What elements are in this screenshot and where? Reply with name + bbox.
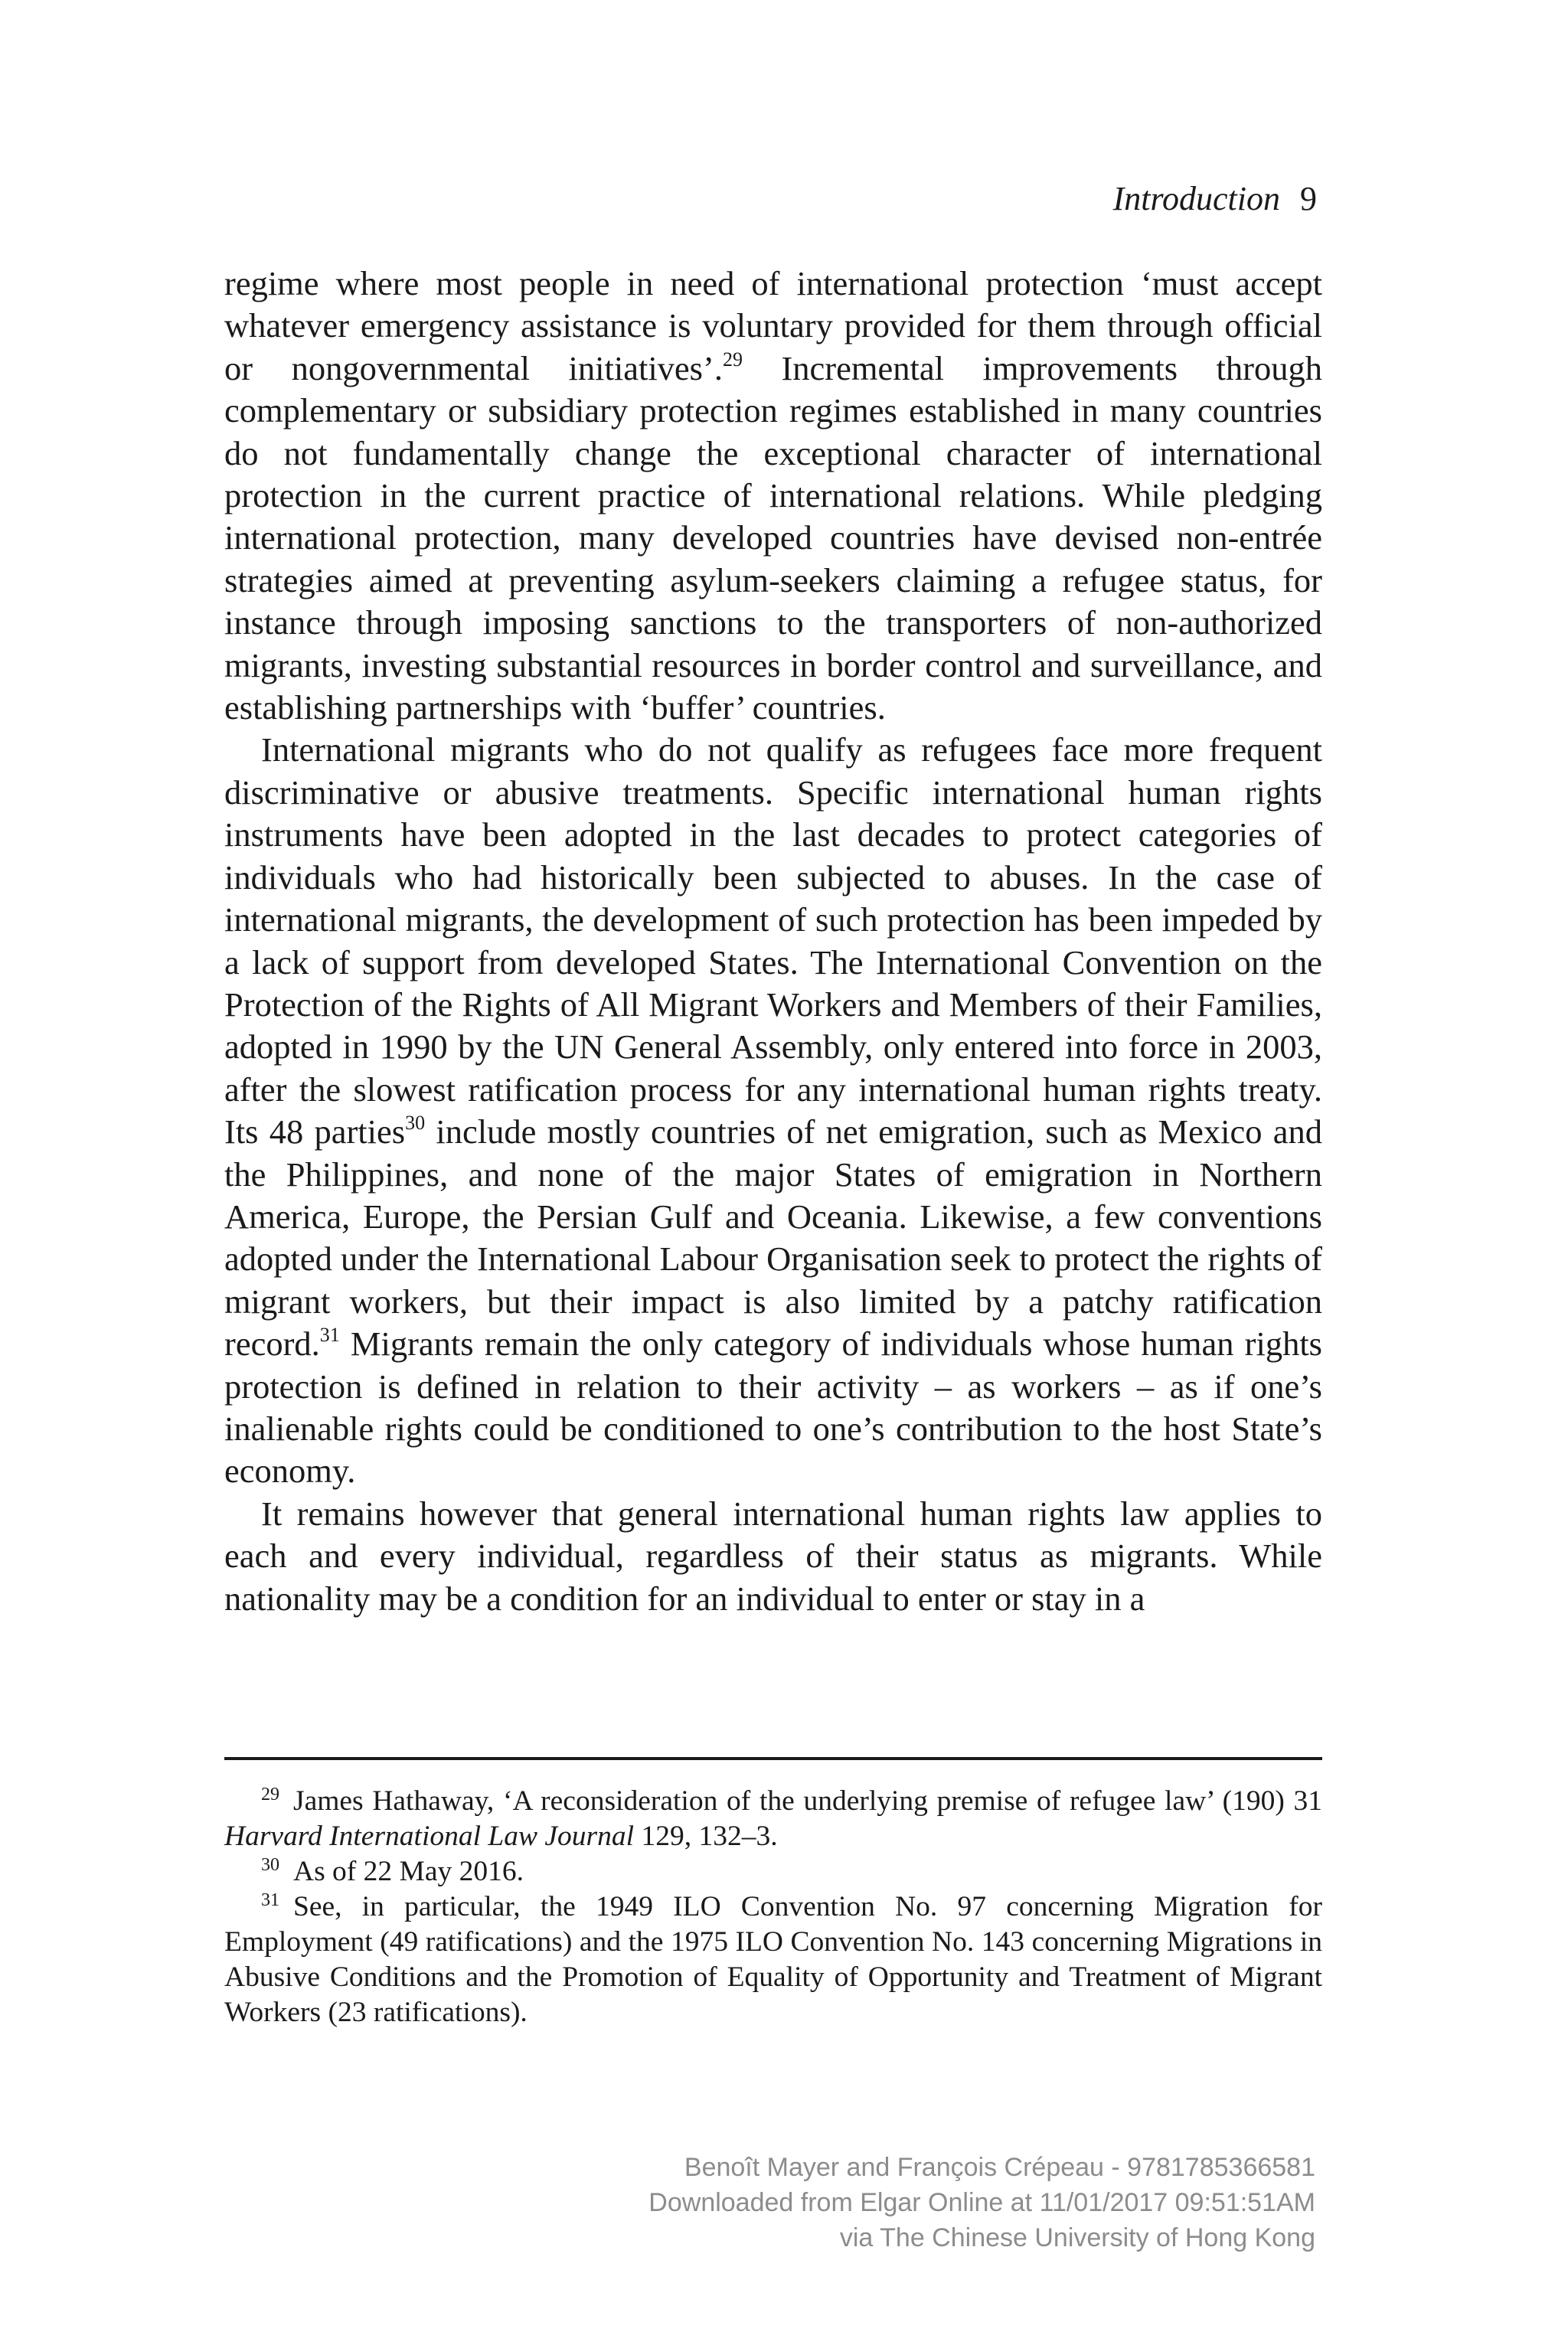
paragraph-1-text-a: regime where most people in need of international protection ‘must accept whatever emergency assistance is voluntary provided for them through official or nongovernmental initiatives’. xyxy=(224,264,1322,387)
footnote-30 xyxy=(224,1854,1322,1889)
footnote-text: 129, 132–3. xyxy=(634,1821,778,1852)
paragraph-1-text-b: Incremental improvements through complementary or subsidiary protection regimes established in many countries do not fundamentally change the exceptional character of international protection in the current practice of international relations. While pledging international protection, many developed countries have devised non-entrée strategies aimed at preventing asylum-seekers claiming a refugee status, for instance through imposing sanctions to the transporters of non-authorized migrants, investing substantial resources in border control and surveillance, and establishing partnerships with ‘buffer’ countries. xyxy=(224,348,1322,727)
watermark-line-authors: Benoît Mayer and François Crépeau - 9781785366581 xyxy=(684,2153,1315,2182)
watermark-line-institution: via The Chinese University of Hong Kong xyxy=(839,2223,1315,2252)
footnote-journal-title: Harvard International Law Journal xyxy=(224,1821,635,1852)
footnote-ref-29[interactable]: 29 xyxy=(722,348,743,371)
running-head xyxy=(1113,178,1317,220)
footnote-divider xyxy=(224,1757,1322,1760)
paragraph-2-text-b: include mostly countries of net emigration, such as Mexico and the Philippines, and none of the major States of emigration in Northern America, Europe, the Persian Gulf and Oceania. Likewise, a few conventions adopted under the International Labour Organisation seek to protect the rights of migrant workers, but their impact is also limited by a patchy ratification record. xyxy=(224,1112,1322,1364)
footnotes xyxy=(224,1784,1322,2030)
footnote-31 xyxy=(224,1889,1322,2030)
footnote-29 xyxy=(224,1784,1322,1854)
main-text xyxy=(224,263,1322,1620)
paragraph-2-text-c: Migrants remain the only category of individuals whose human rights protection is defined in relation to their activity – as workers – as if one’s inalienable rights could be conditioned to one’s contribution to the host State’s economy. xyxy=(224,1324,1322,1491)
footnote-text: James Hathaway, ‘A reconsideration of the underlying premise of refugee law’ (190) 31 xyxy=(293,1785,1322,1817)
paragraph-3-text-a: It remains however that general international human rights law applies to each and every individual, regardless of their status as migrants. While nationality may be a condition for an individual to enter or stay in a xyxy=(224,1494,1322,1618)
paragraph-2 xyxy=(224,729,1322,1492)
chapter-title: Introduction xyxy=(1112,180,1280,217)
paragraph-2-text-a: International migrants who do not qualify as refugees face more frequent discriminative or abusive treatments. Specific international human rights instruments have been adopted in the last decades to protect categories of individuals who had historically been subjected to abuses. In the case of international migrants, the development of such protection has been impeded by a lack of support from developed States. The International Convention on the Protection of the Rights of All Migrant Workers and Members of their Families, adopted in 1990 by the UN General Assembly, only entered into force in 2003, after the slowest ratification process for any international human rights treaty. Its 48 parties xyxy=(224,730,1322,1151)
watermark-line-download: Downloaded from Elgar Online at 11/01/2017 09:51:51AM xyxy=(648,2188,1315,2217)
footnote-ref-31[interactable]: 31 xyxy=(319,1324,340,1347)
download-watermark xyxy=(648,2150,1315,2255)
footnote-text: As of 22 May 2016. xyxy=(293,1856,524,1887)
page-number: 9 xyxy=(1300,180,1317,217)
footnote-ref-30[interactable]: 30 xyxy=(405,1112,426,1135)
footnote-number: 29 xyxy=(261,1784,279,1805)
paragraph-1 xyxy=(224,263,1322,729)
footnote-text: See, in particular, the 1949 ILO Convention No. 97 concerning Migration for Employment (49 ratifications) and the 1975 ILO Convention No. 143 concerning Migrations in Abusive Conditions and the Promotion of Equality of Opportunity and Treatment of Migrant Workers (23 ratifications). xyxy=(224,1891,1322,2028)
footnote-number: 30 xyxy=(261,1854,279,1875)
footnote-number: 31 xyxy=(261,1889,279,1910)
paragraph-3 xyxy=(224,1493,1322,1620)
